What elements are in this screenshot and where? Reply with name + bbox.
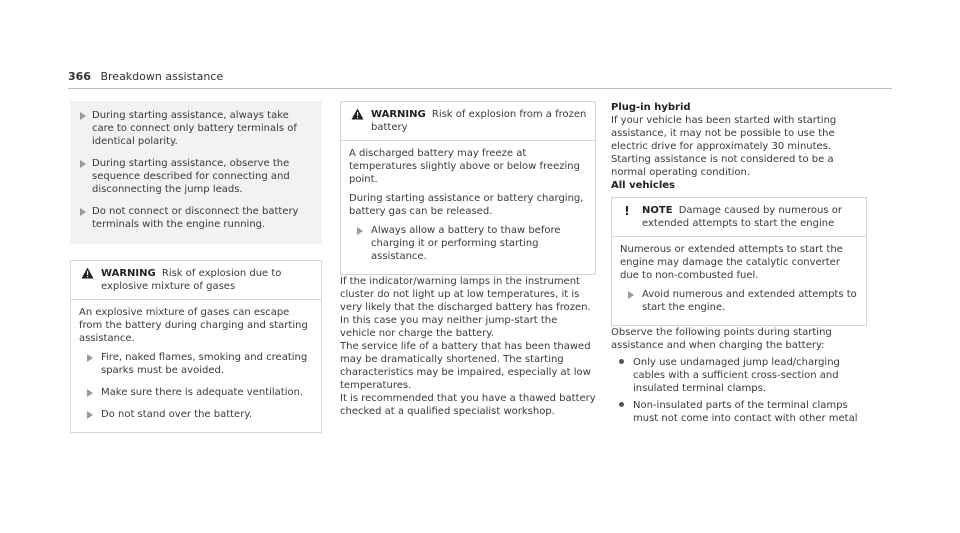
list-item (79, 408, 313, 421)
list-item-text: Make sure there is adequate ventilation. (101, 387, 304, 398)
arrow-bullet-icon (87, 389, 93, 397)
page-number: 366 (68, 70, 91, 83)
note-box-engine-start (611, 197, 867, 326)
list-item-text: Non-insulated parts of the terminal clamps must not come into contact with other metal (633, 400, 858, 424)
warning-text: During starting assistance or battery charging, battery gas can be released. (349, 193, 584, 217)
paragraph: Starting assistance is not considered to be a normal operating condition. (611, 154, 834, 178)
all-vehicles-heading: All vehicles (611, 180, 676, 191)
arrow-bullet-icon (87, 354, 93, 362)
list-item (79, 351, 313, 377)
list-item (70, 109, 312, 148)
arrow-bullet-icon (80, 160, 86, 168)
paragraph: Observe the following points during starting assistance and when charging the battery: (611, 327, 832, 351)
column-1 (70, 101, 322, 433)
list-item (79, 386, 313, 399)
note-label: NOTE (642, 205, 673, 216)
list-item-text: Only use undamaged jump lead/charging cables with a sufficient cross-section and insulated terminal clamps. (633, 357, 840, 394)
list-item-text: During starting assistance, always take care to connect only battery terminals of identical polarity. (92, 110, 297, 147)
plugin-hybrid-heading: Plug-in hybrid (611, 102, 691, 113)
list-item (70, 157, 312, 196)
warning-triangle-icon (81, 267, 94, 279)
list-item-text: Avoid numerous and extended attempts to start the engine. (642, 289, 857, 313)
warning-title: Risk of explosion from a frozen battery (371, 109, 587, 133)
note-body (612, 236, 866, 325)
arrow-bullet-icon (628, 291, 634, 299)
list-item-text: Fire, naked flames, smoking and creating sparks must be avoided. (101, 352, 308, 376)
warning-label: WARNING (371, 109, 426, 120)
warning-text: An explosive mixture of gases can escape from the battery during charging and starting assistance. (79, 307, 308, 344)
list-item (70, 205, 312, 231)
warning-title: Risk of explosion due to explosive mixture of gases (101, 268, 282, 292)
list-item-text: Do not stand over the battery. (101, 409, 252, 420)
exclamation-icon: ! (624, 204, 630, 218)
list-item (620, 288, 858, 314)
list-item-text: Do not connect or disconnect the battery terminals with the engine running. (92, 206, 299, 230)
warning-body (71, 299, 321, 432)
polarity-instructions (70, 101, 322, 244)
column-3 (611, 101, 867, 425)
warning-header (71, 261, 321, 299)
bullet-dot-icon (619, 359, 624, 364)
arrow-bullet-icon (357, 227, 363, 235)
warning-text: A discharged battery may freeze at temperatures slightly above or below freezing point. (349, 148, 580, 185)
list-item-text: During starting assistance, observe the sequence described for connecting and disconnecting the jump leads. (92, 158, 290, 195)
page-header (68, 70, 223, 83)
warning-box-explosive-gases (70, 260, 322, 433)
list-item-text: Always allow a battery to thaw before charging it or performing starting assistance. (371, 225, 561, 262)
list-item (611, 356, 867, 395)
section-title: Breakdown assistance (100, 70, 224, 83)
warning-header (341, 102, 595, 140)
paragraph: If the indicator/warning lamps in the instrument cluster do not light up at low temperatures, it is very likely that the discharged battery has frozen. In this case you may neither jump-start the vehicle nor charge the battery. (340, 276, 591, 339)
list-item (349, 224, 587, 263)
warning-body (341, 140, 595, 274)
arrow-bullet-icon (80, 112, 86, 120)
arrow-bullet-icon (87, 411, 93, 419)
paragraph: The service life of a battery that has been thawed may be dramatically shortened. The starting characteristics may be impaired, especially at low temperatures. (340, 341, 591, 391)
warning-label: WARNING (101, 268, 156, 279)
column-2 (340, 101, 596, 418)
header-divider (68, 88, 892, 89)
arrow-bullet-icon (80, 208, 86, 216)
list-item (611, 399, 867, 425)
paragraph: It is recommended that you have a thawed battery checked at a qualified specialist workshop. (340, 393, 596, 417)
warning-box-frozen-battery (340, 101, 596, 275)
warning-triangle-icon (351, 108, 364, 120)
note-header (612, 198, 866, 236)
note-text: Numerous or extended attempts to start the engine may damage the catalytic converter due to non-combusted fuel. (620, 244, 843, 281)
bullet-dot-icon (619, 402, 624, 407)
paragraph: If your vehicle has been started with starting assistance, it may not be possible to use the electric drive for approximately 30 minutes. (611, 115, 837, 152)
note-title: Damage caused by numerous or extended attempts to start the engine (642, 205, 842, 229)
